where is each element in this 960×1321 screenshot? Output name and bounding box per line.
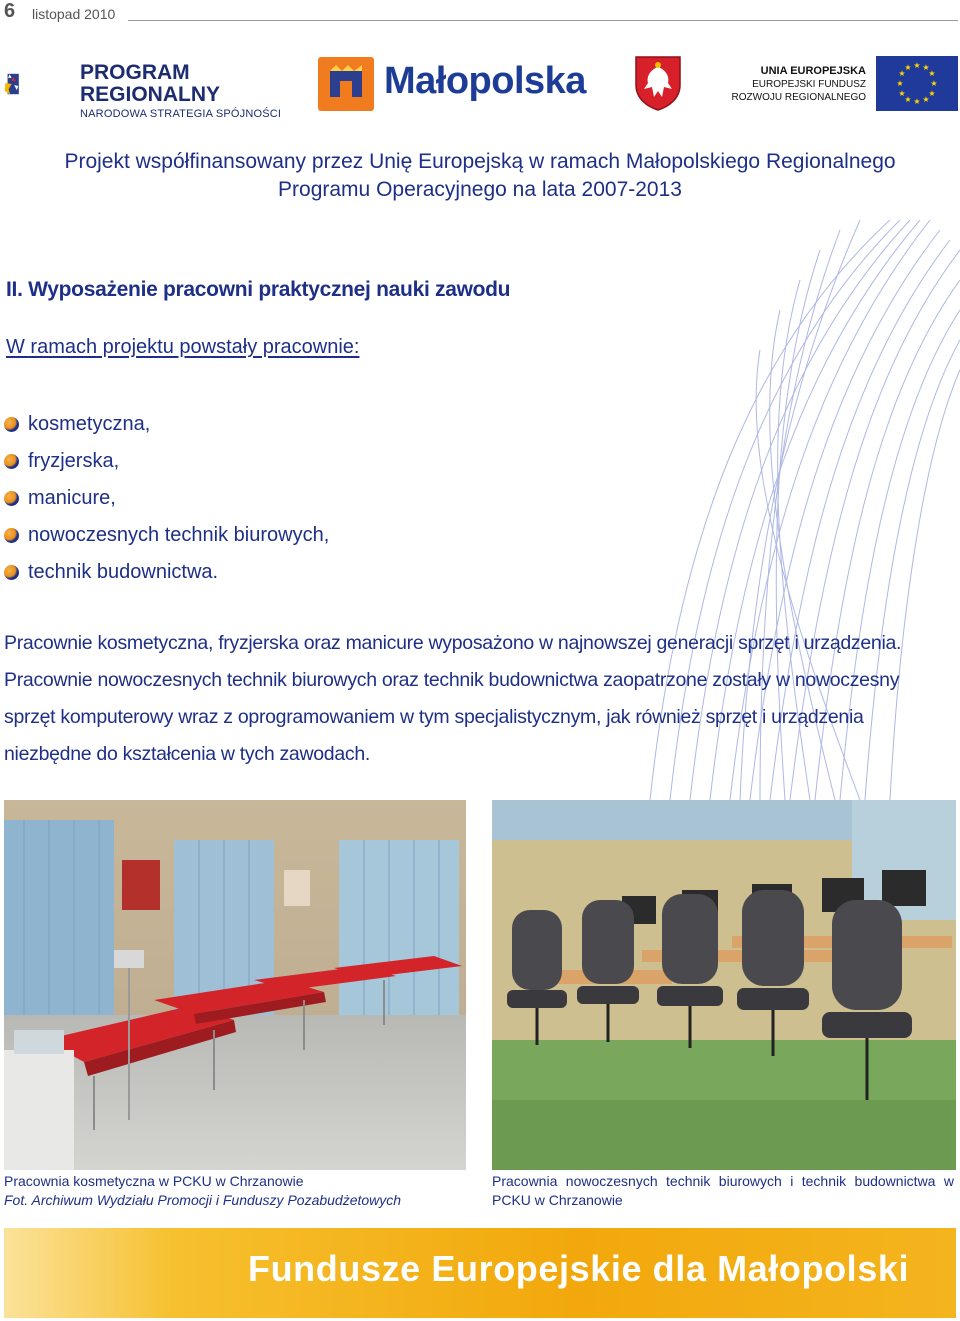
- program-regionalny-text: [80, 62, 281, 122]
- list-item-label: technik budownictwa.: [28, 561, 219, 583]
- computer-room-photo: [492, 800, 956, 1170]
- bullet-icon: [4, 454, 19, 469]
- cofinancing-line1: Projekt współfinansowany przez Unię Europejską w ramach Małopolskiego Regionalnego: [64, 150, 896, 173]
- list-item: [4, 480, 329, 517]
- svg-text:★: ★: [922, 95, 930, 104]
- program-line: PROGRAM: [80, 61, 190, 84]
- svg-text:★: ★: [896, 79, 904, 88]
- cofinancing-note: [0, 148, 960, 204]
- computer-room-caption: Pracownia nowoczesnych technik biurowych i technik budownictwa w PCKU w Chrzanowie: [492, 1173, 954, 1208]
- description-paragraph: Pracownie kosmetyczna, fryzjerska oraz manicure wyposażono w najnowszej generacji sprzęt i urządzenia. Pracownie nowoczesnych technik biurowych oraz technik budownictwa zaopatrzone zostały w nowoczesny sprzęt komputerowy wraz z oprogramowaniem w tym specjalistycznym, jak również sprzęt i urządzenia niezbędne do kształcenia w tych zawodach.: [4, 632, 902, 765]
- list-item: [4, 406, 329, 443]
- caption-text: Pracownia kosmetyczna w PCKU w Chrzanowie: [4, 1173, 304, 1189]
- section-subtitle: W ramach projektu powstały pracownie:: [6, 336, 360, 358]
- eu-line3: ROZWOJU REGIONALNEGO: [731, 92, 866, 103]
- malopolska-crest-icon: [634, 55, 682, 111]
- svg-text:★: ★: [913, 61, 921, 70]
- section-title: II. Wyposażenie pracowni praktycznej nauki zawodu: [6, 278, 511, 301]
- list-item: [4, 554, 329, 591]
- svg-text:★: ★: [928, 69, 936, 78]
- svg-text:★: ★: [922, 63, 930, 72]
- page-number: 6: [4, 0, 16, 22]
- list-item-label: fryzjerska,: [28, 450, 120, 472]
- list-item: [4, 517, 329, 554]
- svg-text:★: ★: [928, 89, 936, 98]
- svg-text:★: ★: [930, 79, 938, 88]
- program-regionalny-logo: [4, 40, 78, 128]
- workshop-list: [4, 406, 329, 591]
- svg-text:★: ★: [913, 97, 921, 106]
- cosmetic-room-photo: [4, 800, 466, 1170]
- list-item: [4, 443, 329, 480]
- eu-fund-text: [726, 64, 866, 104]
- bullet-icon: [4, 417, 19, 432]
- svg-text:★: ★: [904, 95, 912, 104]
- eu-flag-icon: [876, 56, 958, 111]
- svg-text:★: ★: [898, 69, 906, 78]
- svg-text:★: ★: [898, 89, 906, 98]
- bullet-icon: [4, 491, 19, 506]
- regionalny-line: REGIONALNY: [80, 83, 221, 106]
- svg-text:★: ★: [904, 63, 912, 72]
- footer-slogan: Fundusze Europejskie dla Małopolski: [248, 1248, 910, 1289]
- eu-line2: EUROPEJSKI FUNDUSZ: [752, 79, 866, 90]
- strategia-line: NARODOWA STRATEGIA SPÓJNOŚCI: [80, 108, 282, 120]
- bullet-icon: [4, 528, 19, 543]
- eu-line1: UNIA EUROPEJSKA: [760, 65, 866, 77]
- list-item-label: kosmetyczna,: [28, 413, 151, 435]
- malopolska-wordmark: Małopolska: [384, 60, 586, 102]
- photo-credit: Fot. Archiwum Wydziału Promocji i Funduszy Pozabudżetowych: [4, 1192, 402, 1208]
- header-rule: [128, 20, 958, 21]
- issue-date: listopad 2010: [32, 6, 116, 22]
- list-item-label: nowoczesnych technik biurowych,: [28, 524, 330, 546]
- list-item-label: manicure,: [28, 487, 116, 509]
- bullet-icon: [4, 565, 19, 580]
- cofinancing-line2: Programu Operacyjnego na lata 2007-2013: [278, 178, 682, 201]
- malopolska-badge-icon: [318, 57, 374, 111]
- cosmetic-room-caption: [4, 1172, 474, 1210]
